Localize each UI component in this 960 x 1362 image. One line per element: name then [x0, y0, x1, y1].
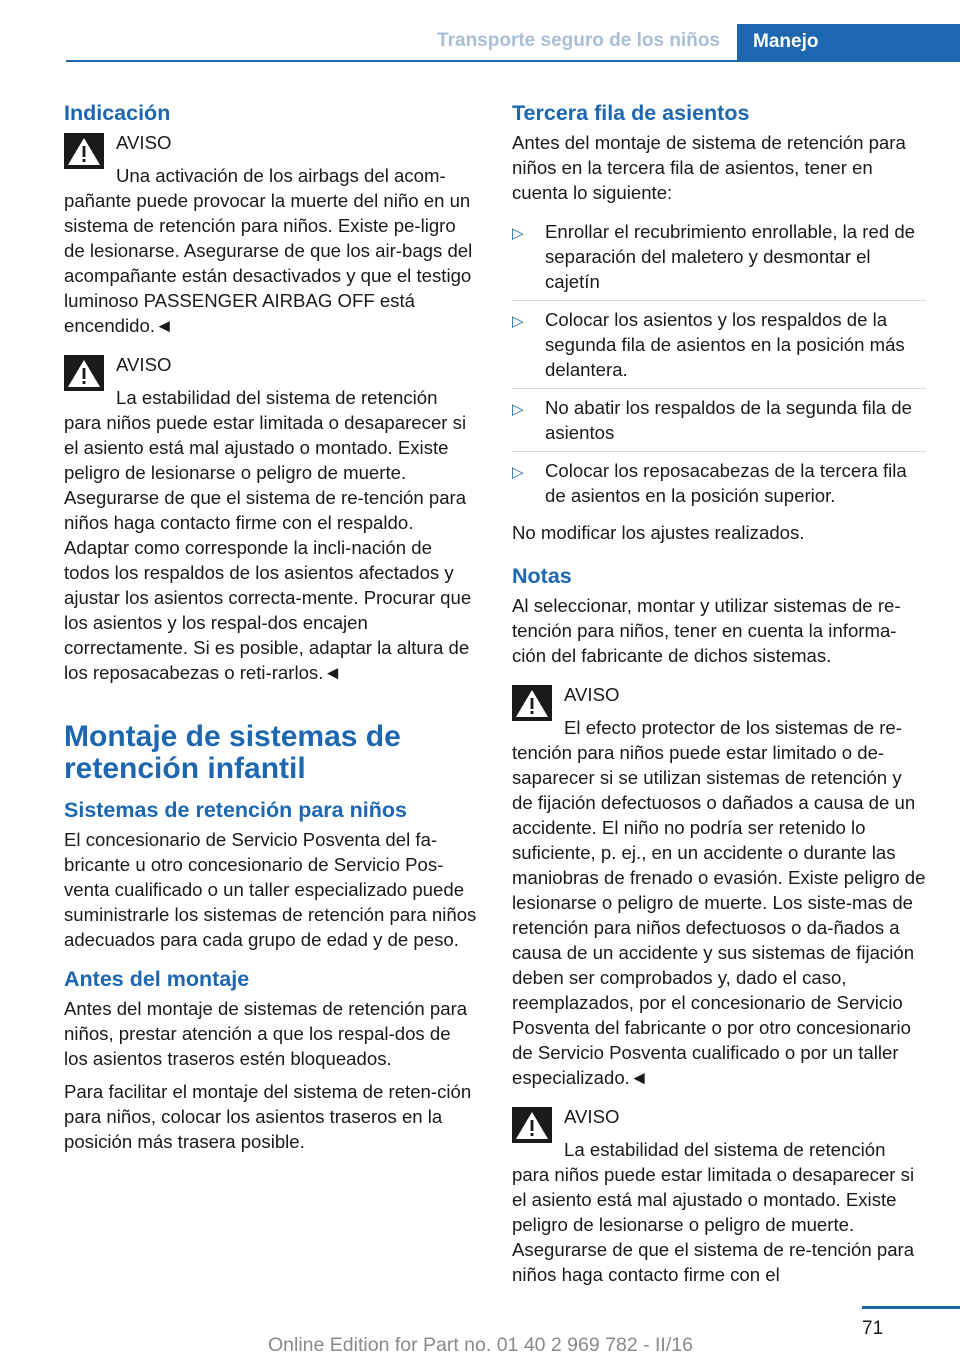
warning-triangle-icon	[512, 685, 552, 721]
left-column	[64, 100, 478, 1162]
footer-edition: Online Edition for Part no. 01 40 2 969 782 - II/16	[268, 1334, 693, 1356]
triangle-right-icon: ▷	[512, 313, 524, 330]
page-header	[0, 0, 960, 62]
list-item	[512, 389, 926, 452]
footer-rule	[862, 1306, 960, 1309]
warning-title: AVISO	[116, 132, 172, 153]
sistemas-heading: Sistemas de retención para niños	[64, 798, 407, 822]
right-column	[512, 100, 926, 1301]
bullet-list	[512, 213, 926, 514]
warning-triangle-icon	[512, 1107, 552, 1143]
warning-block	[512, 1104, 926, 1287]
page-number: 71	[862, 1318, 884, 1339]
warning-block	[64, 352, 478, 685]
warning-text: El efecto protector de los sistemas de re-tención para niños puede estar limitado o de-saparecer si se utilizan sistemas de retención y de fijación defectuosos o dañados a causa de un accidente. El niño no podría ser retenido lo suficiente, p. ej., en un accidente o durante las maniobras de frenado o evasión. Existe peligro de lesionarse o peligro de muerte. Los siste-mas de retención para niños defectuosos o da-ñados a causa de un accidente y sus sistemas de fijación deben ser comprobados y, dado el caso, reemplazados, por el concesionario de Servicio Posventa del fabricante o por otro concesionario de Servicio Posventa cualificado o por un taller especializado.◄	[512, 717, 926, 1088]
tercera-outro: No modificar los ajustes realizados.	[512, 522, 805, 543]
warning-title: AVISO	[564, 1106, 620, 1127]
warning-triangle-icon	[64, 133, 104, 169]
warning-block	[512, 682, 926, 1090]
warning-triangle-icon	[64, 355, 104, 391]
list-item	[512, 301, 926, 389]
tercera-heading: Tercera fila de asientos	[512, 101, 750, 125]
list-item-text: Colocar los asientos y los respaldos de la segunda fila de asientos en la posición más delantera.	[545, 309, 905, 380]
list-item-text: Colocar los reposacabezas de la tercera fila de asientos en la posición superior.	[545, 460, 907, 506]
list-item	[512, 452, 926, 514]
list-item-text: Enrollar el recubrimiento enrollable, la red de separación del maletero y desmontar el cajetín	[545, 221, 916, 292]
warning-text: La estabilidad del sistema de retención para niños puede estar limitada o desaparecer si el asiento está mal ajustado o montado. Existe peligro de lesionarse o peligro de muerte. Asegurarse de que el sistema de re-tención para niños haga contacto firme con el respaldo. Adaptar como corresponde la incli-nación de todos los respaldos de los asientos afectados y ajustar los asientos correcta-mente. Procurar que los asientos y los respal-dos encajen correctamente. Si es posible, adaptar la altura de los reposacabezas o reti-rarlos.◄	[64, 387, 472, 683]
list-item	[512, 213, 926, 301]
warning-block	[64, 130, 478, 338]
antes-paragraph-2: Para facilitar el montaje del sistema de reten-ción para niños, colocar los asientos traseros en la posición más trasera posible.	[64, 1081, 472, 1152]
main-section-heading: Montaje de sistemas de retención infantil	[64, 720, 401, 785]
warning-title: AVISO	[116, 354, 172, 375]
antes-paragraph-1: Antes del montaje de sistemas de retención para niños, prestar atención a que los respal-dos de los asientos traseros estén bloqueados.	[64, 998, 468, 1069]
notas-heading: Notas	[512, 564, 572, 588]
header-section-title: Transporte seguro de los niños	[437, 30, 720, 51]
warning-title: AVISO	[564, 684, 620, 705]
list-item-text: No abatir los respaldos de la segunda fila de asientos	[545, 397, 912, 443]
indicacion-heading: Indicación	[64, 101, 171, 125]
warning-text: Una activación de los airbags del acom-pañante puede provocar la muerte del niño en un sistema de retención para niños. Existe pe-ligro de lesionarse. Asegurarse de que los air-bags del acompañante están desactivados y que el testigo luminoso PASSENGER AIRBAG OFF está encendido.◄	[64, 165, 473, 336]
triangle-right-icon: ▷	[512, 225, 524, 242]
antes-heading: Antes del montaje	[64, 967, 250, 991]
warning-text: La estabilidad del sistema de retención para niños puede estar limitada o desaparecer si el asiento está mal ajustado o montado. Existe peligro de lesionarse o peligro de muerte. Asegurarse de que el sistema de re-tención para niños haga contacto firme con el	[512, 1139, 915, 1285]
triangle-right-icon: ▷	[512, 401, 524, 418]
header-rule	[66, 60, 960, 62]
sistemas-paragraph: El concesionario de Servicio Posventa del fa-bricante u otro concesionario de Servicio Pos-venta cualificado o un taller especializado puede suministrarle los sistemas de retención para niños adecuados para cada grupo de edad y de peso.	[64, 829, 477, 950]
triangle-right-icon: ▷	[512, 464, 524, 481]
tercera-intro: Antes del montaje de sistema de retención para niños en la tercera fila de asientos, tener en cuenta lo siguiente:	[512, 132, 906, 203]
notas-paragraph: Al seleccionar, montar y utilizar sistemas de re-tención para niños, tener en cuenta la informa-ción del fabricante de dichos sistemas.	[512, 595, 901, 666]
header-chapter-tab: Manejo	[737, 24, 960, 60]
